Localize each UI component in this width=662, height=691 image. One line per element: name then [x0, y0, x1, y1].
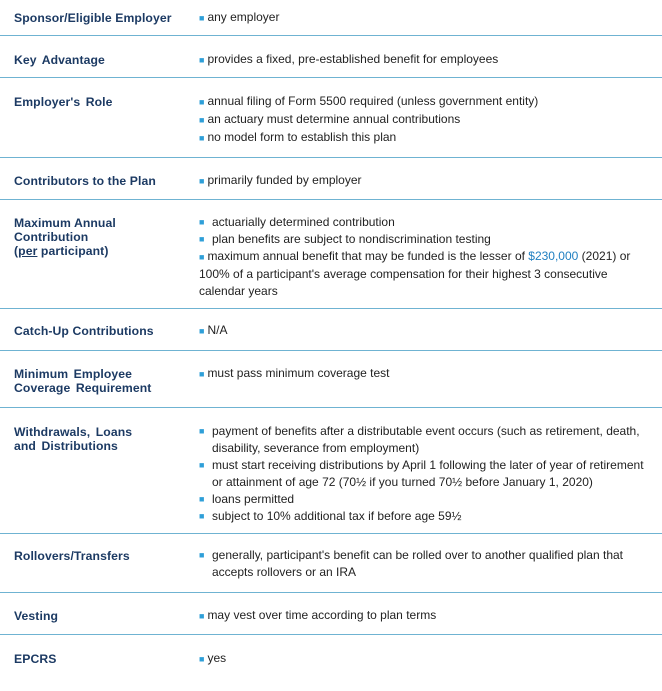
list-item: ■ yes [199, 651, 227, 665]
list-item: ■ must start receiving distributions by April 1 following the later of year of retirement or attainment of age 72 (70½ if you turned 70½ before January 1, 2020) [199, 458, 644, 489]
row-catch-up [0, 309, 662, 351]
row-content [199, 635, 662, 691]
row-key-advantage [0, 36, 662, 78]
bullet-icon: ■ [199, 369, 205, 379]
bullet-icon: ■ [199, 217, 205, 227]
list-item: ■ N/A [199, 323, 228, 337]
bullet-icon: ■ [199, 511, 205, 521]
row-contributors [0, 158, 662, 200]
row-label: Employer's Role [14, 95, 113, 109]
bullet-icon: ■ [199, 97, 205, 107]
bullet-icon: ■ [199, 252, 205, 262]
benefit-limit-amount: $230,000 [528, 249, 579, 263]
row-content [199, 78, 662, 157]
row-label: Vesting [14, 609, 59, 623]
row-epcrs [0, 635, 662, 691]
bullet-icon: ■ [199, 654, 205, 664]
row-label: Sponsor/Eligible Employer [14, 11, 172, 25]
row-content [199, 200, 662, 308]
bullet-icon: ■ [199, 133, 205, 143]
list-item: ■ primarily funded by employer [199, 173, 362, 187]
row-label: Rollovers/Transfers [14, 549, 130, 563]
bullet-icon: ■ [199, 55, 205, 65]
row-label: Key Advantage [14, 53, 105, 67]
row-withdrawals [0, 408, 662, 534]
list-item: ■ subject to 10% additional tax if before age 59½ [199, 509, 462, 523]
row-content [199, 408, 662, 533]
row-rollovers [0, 534, 662, 593]
list-item: ■ an actuary must determine annual contributions [199, 112, 461, 126]
bullet-icon: ■ [199, 234, 205, 244]
bullet-icon: ■ [199, 115, 205, 125]
row-label: Withdrawals, Loans and Distributions [14, 425, 133, 453]
row-label: Catch-Up Contributions [14, 324, 154, 338]
list-item: ■ generally, participant's benefit can be rolled over to another qualified plan that accepts rollovers or an IRA [199, 548, 623, 579]
list-item: ■ actuarially determined contribution [199, 215, 395, 229]
bullet-icon: ■ [199, 550, 205, 560]
row-minimum-coverage [0, 351, 662, 408]
bullet-icon: ■ [199, 611, 205, 621]
list-item: ■ annual filing of Form 5500 required (unless government entity) [199, 94, 539, 108]
bullet-icon: ■ [199, 326, 205, 336]
row-content [199, 593, 662, 634]
list-item: ■ loans permitted [199, 492, 295, 506]
row-label: Contributors to the Plan [14, 174, 156, 188]
row-vesting [0, 593, 662, 635]
row-label: Maximum Annual Contribution (per participant) [14, 216, 116, 258]
list-item: ■ any employer [199, 10, 280, 24]
row-employer-role [0, 78, 662, 158]
list-item: ■ maximum annual benefit that may be funded is the lesser of $230,000 (2021) or 100% of a participant's average compensation for their highest 3 consecutive calendar years [199, 249, 631, 298]
bullet-icon: ■ [199, 460, 205, 470]
row-label: Minimum Employee Coverage Requirement [14, 367, 152, 395]
list-item: ■ provides a fixed, pre-established benefit for employees [199, 52, 499, 66]
bullet-icon: ■ [199, 494, 205, 504]
list-item: ■ may vest over time according to plan terms [199, 608, 437, 622]
row-content [199, 158, 662, 199]
row-content [199, 36, 662, 77]
list-item: ■ no model form to establish this plan [199, 130, 397, 144]
row-content [199, 309, 662, 350]
row-content [199, 351, 662, 407]
row-maximum-annual-contribution [0, 200, 662, 309]
bullet-icon: ■ [199, 13, 205, 23]
row-content [199, 0, 662, 35]
row-content [199, 534, 662, 592]
list-item: ■ payment of benefits after a distributable event occurs (such as retirement, death, disability, severance from employment) [199, 424, 640, 455]
list-item: ■ plan benefits are subject to nondiscrimination testing [199, 232, 491, 246]
bullet-icon: ■ [199, 176, 205, 186]
bullet-icon: ■ [199, 426, 205, 436]
list-item: ■ must pass minimum coverage test [199, 366, 390, 380]
row-label: EPCRS [14, 652, 57, 666]
row-sponsor [0, 0, 662, 36]
